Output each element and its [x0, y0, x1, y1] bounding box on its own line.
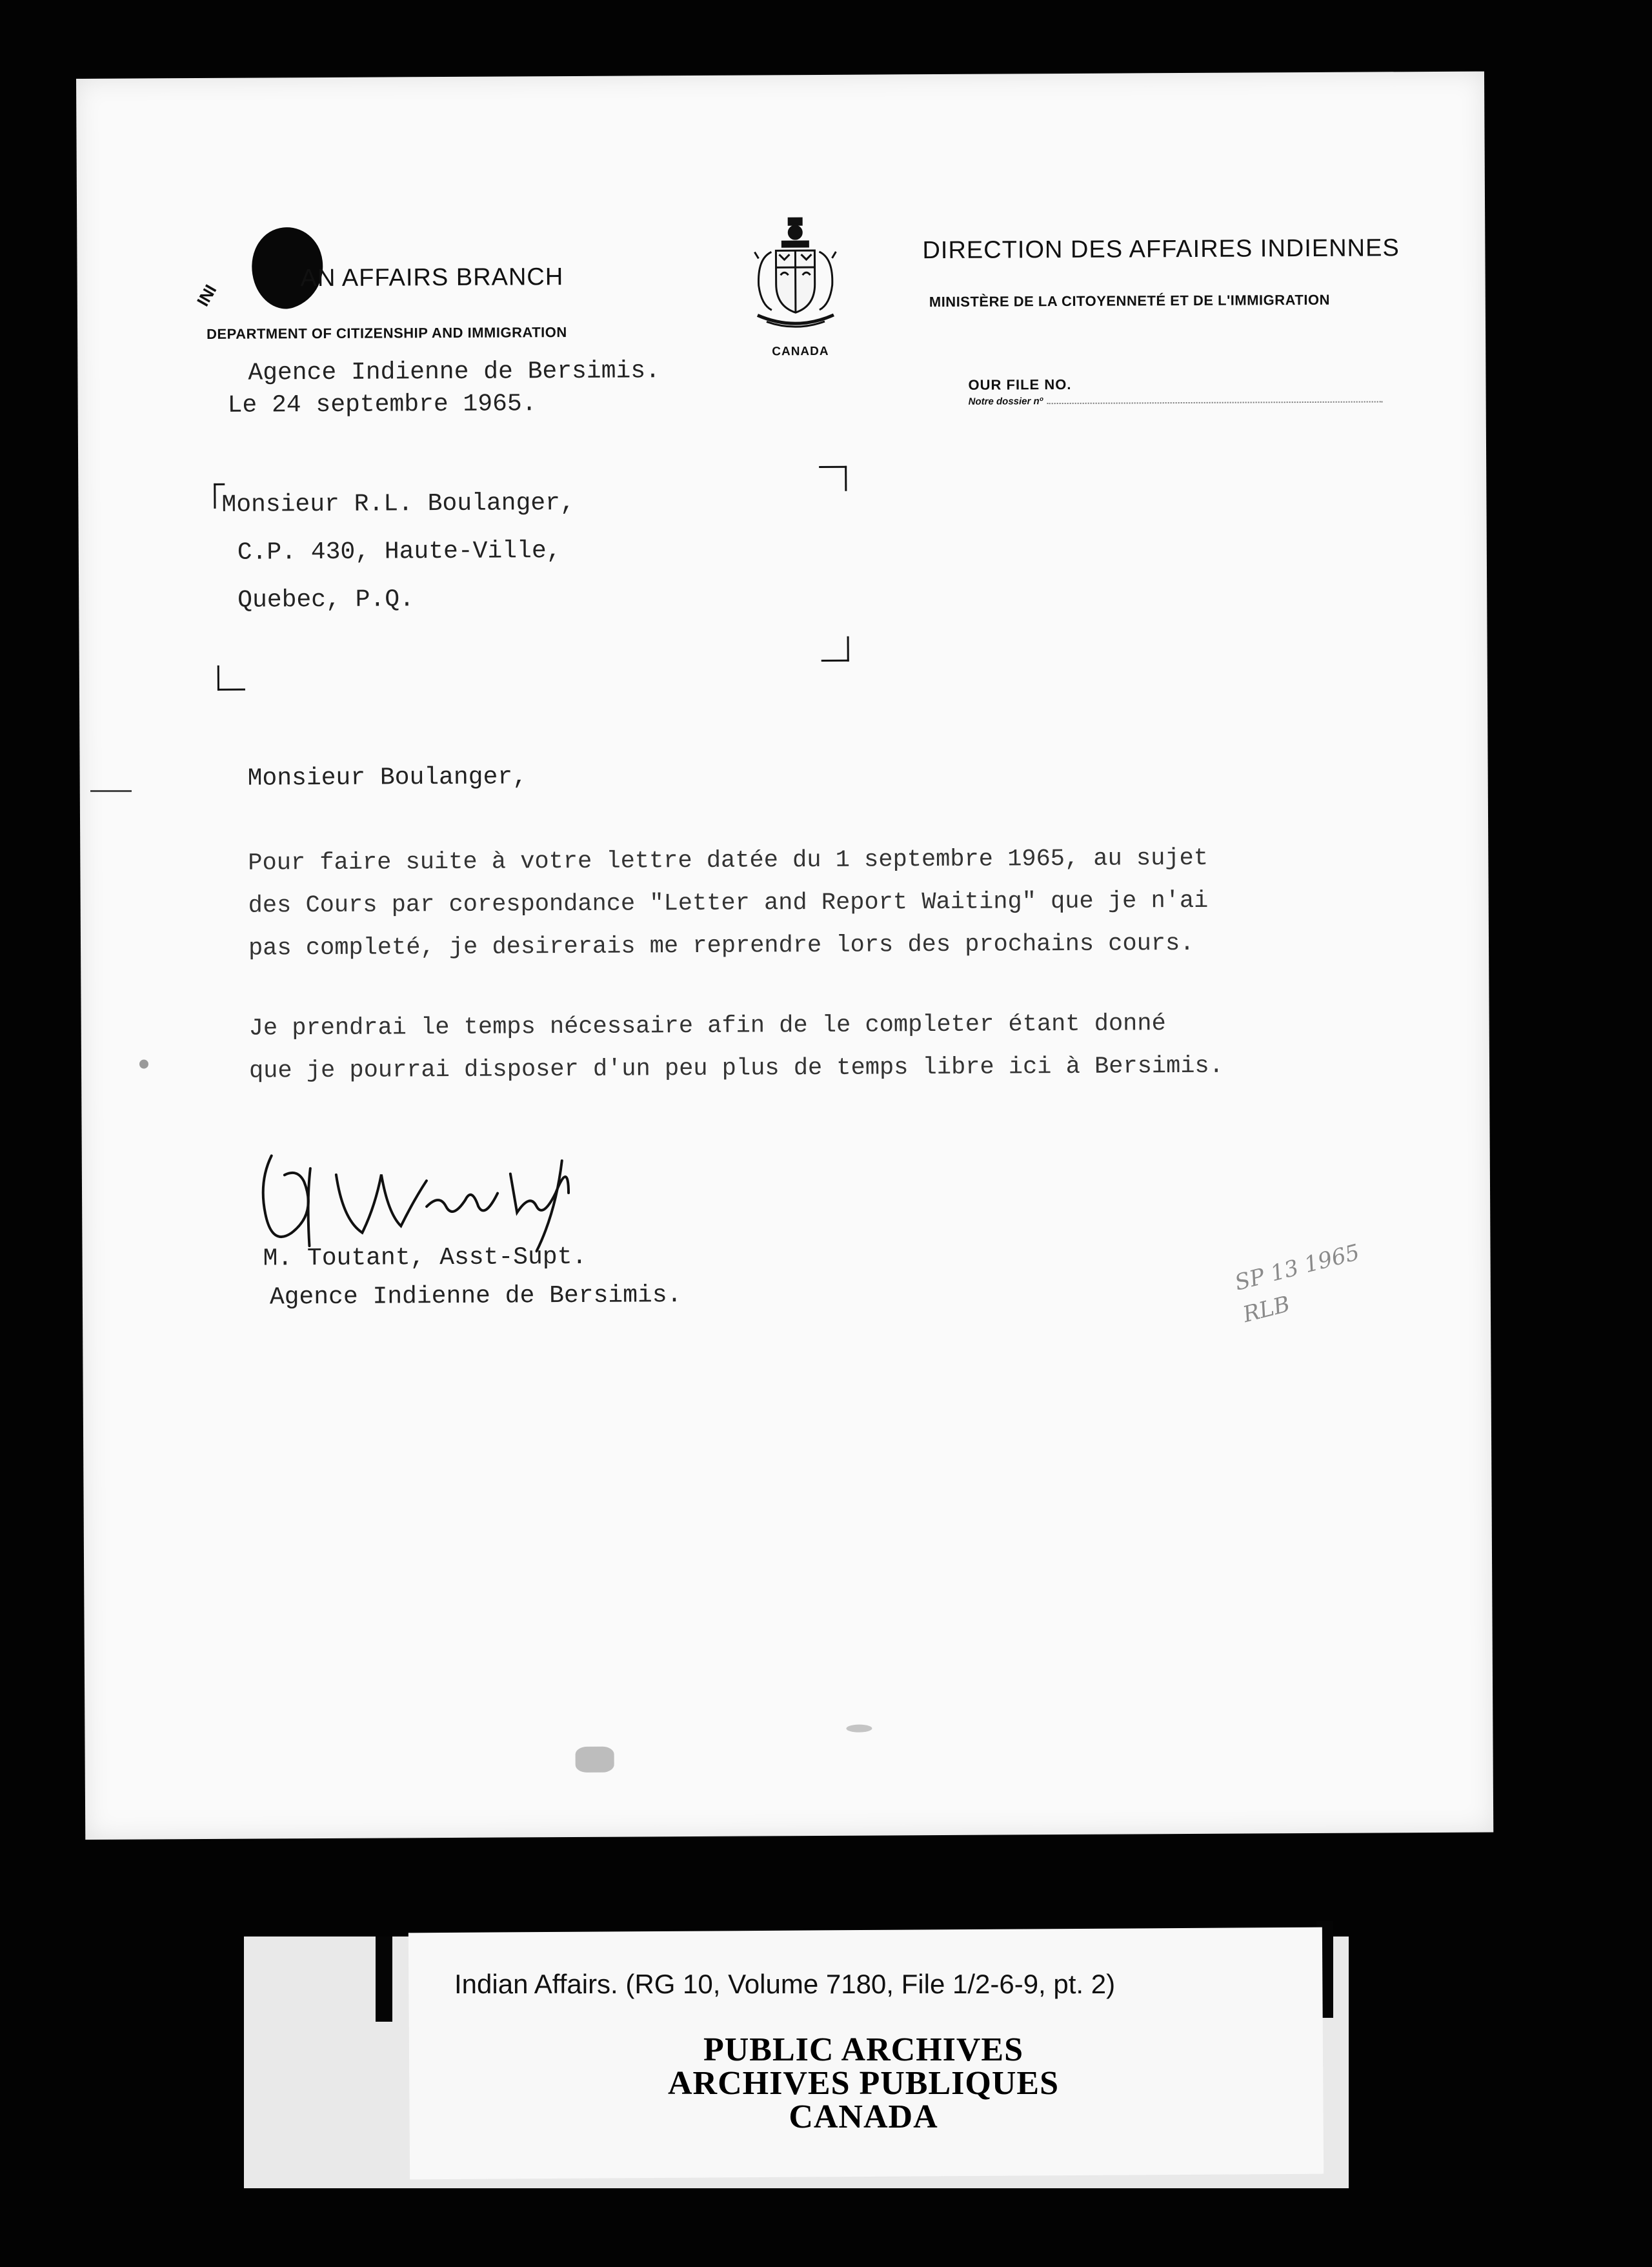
- letterhead-direction-title: DIRECTION DES AFFAIRES INDIENNES: [922, 234, 1400, 265]
- margin-rule: [90, 790, 132, 792]
- address-corner-bl: [217, 666, 245, 691]
- file-dotted-line: [1047, 402, 1382, 405]
- file-label-fr: Notre dossier nº: [968, 396, 1043, 407]
- label-divider-left: [376, 1937, 392, 2022]
- address-line-1: Monsieur R.L. Boulanger,: [221, 489, 575, 519]
- coat-of-arms-icon: [747, 213, 844, 336]
- file-number-field: [968, 375, 1382, 407]
- handwritten-signature: [239, 1147, 647, 1259]
- paragraph-1-line-1: Pour faire suite à votre lettre datée du 1 septembre 1965, au sujet: [248, 844, 1209, 877]
- paper-speck: [139, 1059, 148, 1068]
- archive-stamp-line-2: ARCHIVES PUBLIQUES: [667, 2065, 1060, 2102]
- letter-sheet: [76, 72, 1493, 1840]
- signature-name: M. Toutant, Asst-Supt.: [263, 1243, 587, 1273]
- salutation: Monsieur Boulanger,: [247, 763, 528, 793]
- handwritten-annotation: [1231, 1236, 1371, 1332]
- archive-stamp: [413, 2033, 1314, 2134]
- file-label: OUR FILE NO.: [968, 376, 1072, 393]
- annotation-date: SP 13 1965: [1232, 1239, 1362, 1296]
- address-line-2: C.P. 430, Haute-Ville,: [237, 537, 561, 567]
- address-corner-br: [821, 636, 849, 662]
- signature-agency: Agence Indienne de Bersimis.: [269, 1281, 682, 1312]
- header-date: Le 24 septembre 1965.: [227, 390, 537, 420]
- letterhead-department: DEPARTMENT OF CITIZENSHIP AND IMMIGRATION: [206, 324, 567, 342]
- address-corner-tr: [819, 466, 847, 491]
- letterhead-initial: INI: [192, 281, 221, 310]
- archive-stamp-line-1: PUBLIC ARCHIVES: [703, 2031, 1024, 2068]
- paragraph-1-line-3: pas completé, je desirerais me reprendre lors des prochains cours.: [248, 930, 1194, 962]
- paper-speck: [576, 1747, 614, 1773]
- archive-stamp-line-3: CANADA: [789, 2099, 938, 2135]
- address-line-3: Quebec, P.Q.: [237, 585, 415, 615]
- letterhead-branch-title: AN AFFAIRS BRANCH: [300, 263, 564, 292]
- letterhead-ministere: MINISTÈRE DE LA CITOYENNETÉ ET DE L'IMMIGRATION: [929, 291, 1331, 310]
- archive-reference: Indian Affairs. (RG 10, Volume 7180, File 1/2-6-9, pt. 2): [454, 1969, 1116, 1999]
- paragraph-2-line-2: que je pourrai disposer d'un peu plus de temps libre ici à Bersimis.: [248, 1052, 1224, 1085]
- seal-caption: CANADA: [772, 344, 829, 359]
- paper-speck: [846, 1725, 872, 1733]
- paragraph-2-line-1: Je prendrai le temps nécessaire afin de le completer étant donné: [248, 1010, 1166, 1042]
- annotation-initials: RLB: [1240, 1291, 1293, 1328]
- paragraph-1-line-2: des Cours par corespondance "Letter and Report Waiting" que je n'ai: [248, 887, 1209, 920]
- header-agency: Agence Indienne de Bersimis.: [248, 357, 661, 387]
